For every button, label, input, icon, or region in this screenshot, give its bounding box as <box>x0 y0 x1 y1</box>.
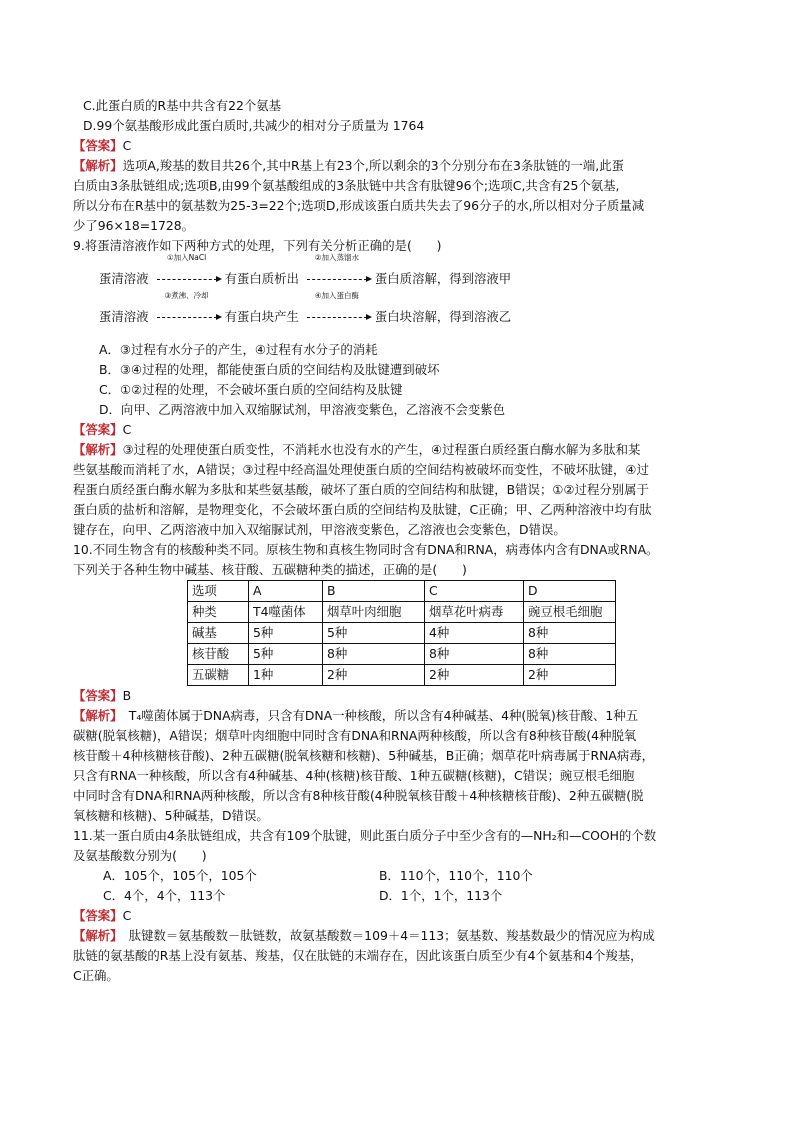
answer-value: C <box>122 138 132 153</box>
q8-answer <box>73 136 733 156</box>
q9-analysis-line: 蛋白质的盐析和溶解，是物理变化，不会破坏蛋白质的空间结构及肽键，C正确；甲、乙两种溶液中均有肽 <box>73 502 652 517</box>
analysis-label: 【解析】 <box>73 442 123 457</box>
process-arrow: ④加入蛋白酶 <box>301 302 373 332</box>
document-page <box>73 96 733 986</box>
q10-analysis-line: 核苷酸＋4种核糖核苷酸)、2种五碳糖(脱氧核糖和核糖)、5种碱基，B正确；烟草花叶病毒属于RNA病毒， <box>73 748 655 763</box>
table-row: 核苷酸 5种 8种 8种 8种 <box>188 644 616 665</box>
q11-option-d: D．1个，1个，113个 <box>379 888 503 903</box>
q11-analysis-line: C正确。 <box>73 968 119 983</box>
answer-value: B <box>122 688 132 703</box>
q10-stem: 10.不同生物含有的核酸种类不同。原核生物和真核生物同时含有DNA和RNA，病毒体内含有DNA或RNA。 <box>73 542 659 557</box>
answer-label: 【答案】 <box>73 422 123 437</box>
q9-option-c: C．①②过程的处理，不会破坏蛋白质的空间结构及肽键 <box>99 382 403 397</box>
q11-answer <box>73 906 733 926</box>
q9-analysis-line: 些氨基酸而消耗了水，A错误；③过程中经高温处理使蛋白质的空间结构被破坏而变性，不破坏肽键，④过 <box>73 462 649 477</box>
q11-analysis-line: 肽链的氨基酸的R基上没有氨基、羧基，仅在肽链的末端存在，因此该蛋白质至少有4个氨基和4个羧基， <box>73 948 643 963</box>
q9-answer <box>73 420 733 440</box>
q10-analysis-line: 【解析】 T₄噬菌体属于DNA病毒，只含有DNA一种核酸，所以含有4种碱基、4种(脱氧)核苷酸、1种五 <box>73 708 639 723</box>
q9-analysis-line: 程蛋白质经蛋白酶水解为多肽和某些氨基酸，破坏了蛋白质的空间结构和肽键，B错误；①②过程分别属于 <box>73 482 649 497</box>
q8-option-d: D.99个氨基酸形成此蛋白质时,共减少的相对分子质量为 1764 <box>83 118 425 133</box>
q8-analysis-line: 所以分布在R基中的氨基数为25-3=22个;选项D,形成该蛋白质共失去了96分子的水,所以相对分子质量减 <box>73 198 645 213</box>
q11-analysis-line: 【解析】 肽键数＝氨基酸数－肽链数，故氨基酸数＝109＋4＝113；氨基数、羧基数最少的情况应为构成 <box>73 928 655 943</box>
analysis-label: 【解析】 <box>73 928 117 943</box>
q9-flow-1: 蛋清溶液 ①加入NaCl 有蛋白质析出 ②加入蒸馏水 蛋白质溶解，得到溶液甲 <box>73 264 733 294</box>
answer-value: C <box>122 908 132 923</box>
q11-option-b: B．110个，110个，110个 <box>379 868 533 883</box>
q9-option-a: A．③过程有水分子的产生，④过程有水分子的消耗 <box>99 342 378 357</box>
process-arrow: ①加入NaCl <box>151 264 223 294</box>
answer-value: C <box>122 422 132 437</box>
q9-flow-2: 蛋清溶液 ③煮沸、冷却 有蛋白块产生 ④加入蛋白酶 蛋白块溶解，得到溶液乙 <box>73 302 733 332</box>
answer-label: 【答案】 <box>73 138 123 153</box>
q8-analysis-line: 【解析】选项A,羧基的数目共26个,其中R基上有23个,所以剩余的3个分别分布在3条肽链的一端,此蛋 <box>73 158 624 173</box>
q8-analysis-line: 少了96×18=1728。 <box>73 218 195 233</box>
analysis-label: 【解析】 <box>73 708 117 723</box>
table-row: 五碳糖 1种 2种 2种 2种 <box>188 665 616 686</box>
q9-stem: 9.将蛋清溶液作如下两种方式的处理，下列有关分析正确的是( ) <box>73 238 442 253</box>
q10-analysis-line: 碳糖(脱氧核糖)，A错误；烟草叶肉细胞中同时含有DNA和RNA两种核酸，所以含有8种核苷酸(4种脱氧 <box>73 728 637 743</box>
process-arrow: ③煮沸、冷却 <box>151 302 223 332</box>
q9-analysis-line: 键存在，向甲、乙两溶液中加入双缩脲试剂，甲溶液变紫色，乙溶液也会变紫色，D错误。 <box>73 522 566 537</box>
q10-analysis-line: 只含有RNA一种核酸，所以含有4种碱基、4种(核糖)核苷酸、1种五碳糖(核糖)，C错误；豌豆根毛细胞 <box>73 768 635 783</box>
q10-answer <box>73 686 733 706</box>
answer-label: 【答案】 <box>73 908 123 923</box>
q11-option-c: C．4个，4个，113个 <box>103 888 226 903</box>
q9-option-b: B．③④过程的处理，都能使蛋白质的空间结构及肽键遭到破坏 <box>99 362 440 377</box>
q10-analysis-line: 氧核糖和核糖)、5种碱基，D错误。 <box>73 808 269 823</box>
q10-table <box>187 580 616 686</box>
q10-analysis-line: 中同时含有DNA和RNA两种核酸，所以含有8种核苷酸(4种脱氧核苷酸＋4种核糖核苷酸)、2种五碳糖(脱 <box>73 788 644 803</box>
q11-stem: 及氨基酸数分别为( ) <box>73 848 207 863</box>
q8-analysis-line: 白质由3条肽链组成;选项B,由99个氨基酸组成的3条肽链中共含有肽键96个;选项C,共含有25个氨基, <box>73 178 620 193</box>
analysis-label: 【解析】 <box>73 158 123 173</box>
table-row: 选项 A B C D <box>188 581 616 602</box>
q8-option-c: C.此蛋白质的R基中共含有22个氨基 <box>83 98 282 113</box>
q11-options-row <box>73 886 733 906</box>
q10-stem: 下列关于各种生物中碱基、核苷酸、五碳糖种类的描述，正确的是( ) <box>73 562 467 577</box>
answer-label: 【答案】 <box>73 688 123 703</box>
q9-option-d: D．向甲、乙两溶液中加入双缩脲试剂，甲溶液变紫色，乙溶液不会变紫色 <box>99 402 506 417</box>
q9-analysis-line: 【解析】③过程的处理使蛋白质变性，不消耗水也没有水的产生，④过程蛋白质经蛋白酶水解为多肽和某 <box>73 442 641 457</box>
q11-options-row <box>73 866 733 886</box>
q11-stem: 11.某一蛋白质由4条肽链组成，共含有109个肽键，则此蛋白质分子中至少含有的—NH₂和—COOH的个数 <box>73 828 657 843</box>
q11-option-a: A．105个，105个，105个 <box>103 868 257 883</box>
table-row: 碱基 5种 5种 4种 8种 <box>188 623 616 644</box>
process-arrow: ②加入蒸馏水 <box>301 264 373 294</box>
table-row: 种类 T4噬菌体 烟草叶肉细胞 烟草花叶病毒 豌豆根毛细胞 <box>188 602 616 623</box>
